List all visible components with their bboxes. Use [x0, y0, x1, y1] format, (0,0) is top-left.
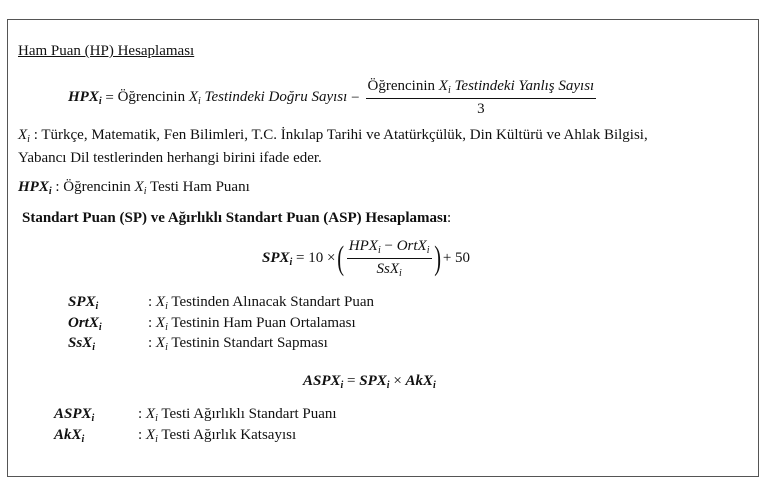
sp-formula-numerator: $HPX_i$ − OrtX$_i$ — [347, 238, 432, 259]
sp-formula-paren-left: ( — [337, 239, 345, 277]
sp-formula-paren-right: ) — [433, 239, 441, 277]
hp-formula-equals: = — [105, 89, 114, 106]
hpx-term: $HPX_i$ — [18, 179, 52, 197]
definition-row — [68, 294, 374, 315]
hp-formula-term1: Öğrencinin $X_i$ Testindeki Doğru Sayısı — [117, 89, 348, 107]
hp-formula-fraction — [366, 78, 597, 118]
definition-row — [68, 315, 374, 336]
definition-term: SsX$_i$ — [68, 335, 95, 353]
definition-text: : $X_i$ Testinin Standart Sapması — [148, 335, 328, 353]
section2-title: Standart Puan (SP) ve Ağırlıklı Standart Puan (ASP) Hesaplaması: — [22, 210, 452, 226]
hp-formula-minus: − — [351, 89, 360, 106]
hp-formula — [68, 78, 596, 118]
definition-text: : $X_i$ Testinin Ham Puan Ortalaması — [148, 314, 356, 333]
definition-term: OrtX$_i$ — [68, 314, 102, 333]
definition-term: AkX$_i$ — [54, 426, 85, 445]
sp-formula-tail: + 50 — [442, 250, 471, 266]
definition-term: $ASPX_i$ — [54, 406, 95, 424]
sp-formula — [262, 238, 470, 279]
sp-formula-lhs: $SPX_i$ — [262, 249, 293, 268]
xi-description-line2: Yabancı Dil testlerinden herhangi birini ifade eder. — [18, 150, 322, 166]
asp-formula: $ASPX_i = SPX_i \times AkX_i$ — [303, 373, 436, 391]
xi-description — [18, 126, 648, 168]
asp-definitions — [54, 406, 337, 447]
definition-text: : $X_i$ Testi Ağırlıklı Standart Puanı — [138, 406, 337, 424]
hp-formula-numerator: Öğrencinin $X_i$ Testindeki Yanlış Sayısı — [366, 78, 597, 99]
definition-row — [54, 427, 337, 448]
sp-formula-denominator: SsX$_i$ — [376, 261, 402, 279]
sp-formula-eq: = 10 × — [296, 250, 336, 266]
hp-formula-lhs: $HPX_i$ — [68, 89, 102, 107]
section1-title: Ham Puan (HP) Hesaplaması — [18, 43, 195, 59]
definition-row — [54, 406, 337, 427]
xi-description-line1: $X_i$ : Türkçe, Matematik, Fen Bilimleri, T.C. İnkılap Tarihi ve Atatürkçülük, Din Kültürü ve Ahlak Bilgisi, — [18, 127, 648, 145]
sp-formula-fraction — [347, 238, 432, 279]
definition-term: $SPX_i$ — [68, 294, 99, 312]
definition-text: : $X_i$ Testinden Alınacak Standart Puan — [148, 294, 375, 312]
sp-definitions — [68, 294, 374, 356]
definition-text: : $X_i$ Testi Ağırlık Katsayısı — [138, 426, 297, 445]
definition-row — [68, 335, 374, 356]
hpx-definition: $HPX_i$ : Öğrencinin $X_i$ Testi Ham Puanı — [18, 179, 250, 197]
hp-formula-denominator: 3 — [477, 101, 485, 117]
